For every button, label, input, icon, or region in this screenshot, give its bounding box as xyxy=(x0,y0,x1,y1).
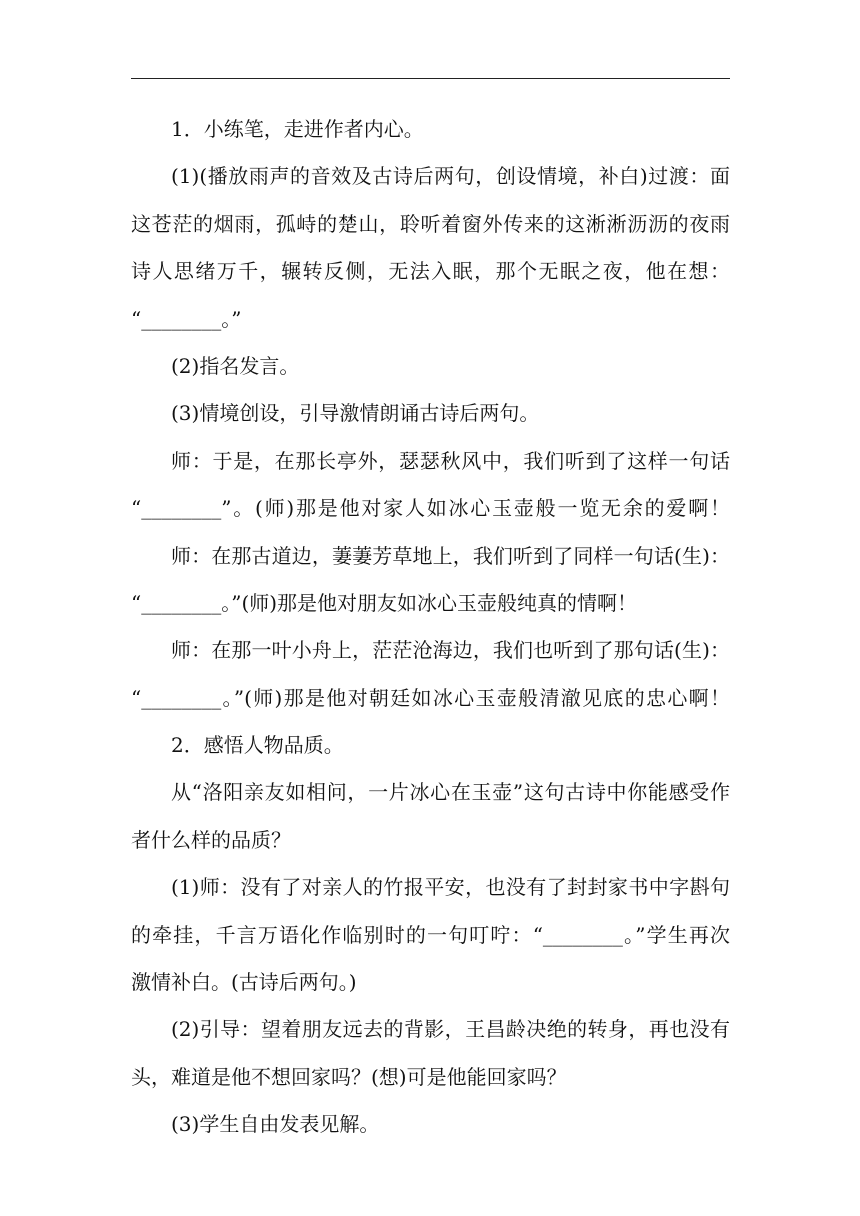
text-line: 师：在那一叶小舟上，茫茫沧海边，我们也听到了那句话(生)： xyxy=(171,638,730,663)
text-line: 诗人思绪万千，辗转反侧，无法入眠，那个无眠之夜，他在想： xyxy=(131,259,730,284)
text-line: (1)(播放雨声的音效及古诗后两句，创设情境，补白)过渡：面 xyxy=(171,164,730,189)
text-line: (1)师：没有了对亲人的竹报平安，也没有了封封家书中字斟句 xyxy=(171,875,730,900)
text-line: “________。” xyxy=(131,306,242,331)
text-line: 从“洛阳亲友如相问，一片冰心在玉壶”这句古诗中你能感受作 xyxy=(171,780,730,805)
text-line: 师：在那古道边，萋萋芳草地上，我们听到了同样一句话(生)： xyxy=(171,543,730,568)
text-line: 激情补白。(古诗后两句。) xyxy=(131,970,357,995)
text-line: 1．小练笔，走进作者内心。 xyxy=(171,117,424,141)
text-line: “________。”(师)那是他对朝廷如冰心玉壶般清澈见底的忠心啊！ xyxy=(131,685,730,710)
text-line: 2．感悟人物品质。 xyxy=(171,733,344,758)
text-line: 这苍茫的烟雨，孤峙的楚山，聆听着窗外传来的这淅淅沥沥的夜雨 xyxy=(131,211,730,236)
header-rule xyxy=(131,78,730,79)
text-line: 师：于是，在那长亭外，瑟瑟秋风中，我们听到了这样一句话 xyxy=(171,448,730,473)
text-line: “________”。(师)那是他对家人如冰心玉壶般一览无余的爱啊！ xyxy=(131,496,730,521)
text-line: (2)引导：望着朋友远去的背影，王昌龄决绝的转身，再也没有 xyxy=(171,1017,730,1042)
text-line: (2)指名发言。 xyxy=(171,353,300,378)
text-line: (3)学生自由发表见解。 xyxy=(171,1112,380,1137)
text-line: “________。”(师)那是他对朋友如冰心玉壶般纯真的情啊！ xyxy=(131,590,638,615)
text-line: (3)情境创设，引导激情朗诵古诗后两句。 xyxy=(171,401,540,426)
document-body xyxy=(131,106,730,1149)
text-line: 者什么样的品质？ xyxy=(131,827,291,852)
text-line: 头，难道是他不想回家吗？(想)可是他能回家吗？ xyxy=(131,1064,567,1089)
text-line: 的牵挂，千言万语化作临别时的一句叮咛：“________。”学生再次 xyxy=(131,922,730,947)
